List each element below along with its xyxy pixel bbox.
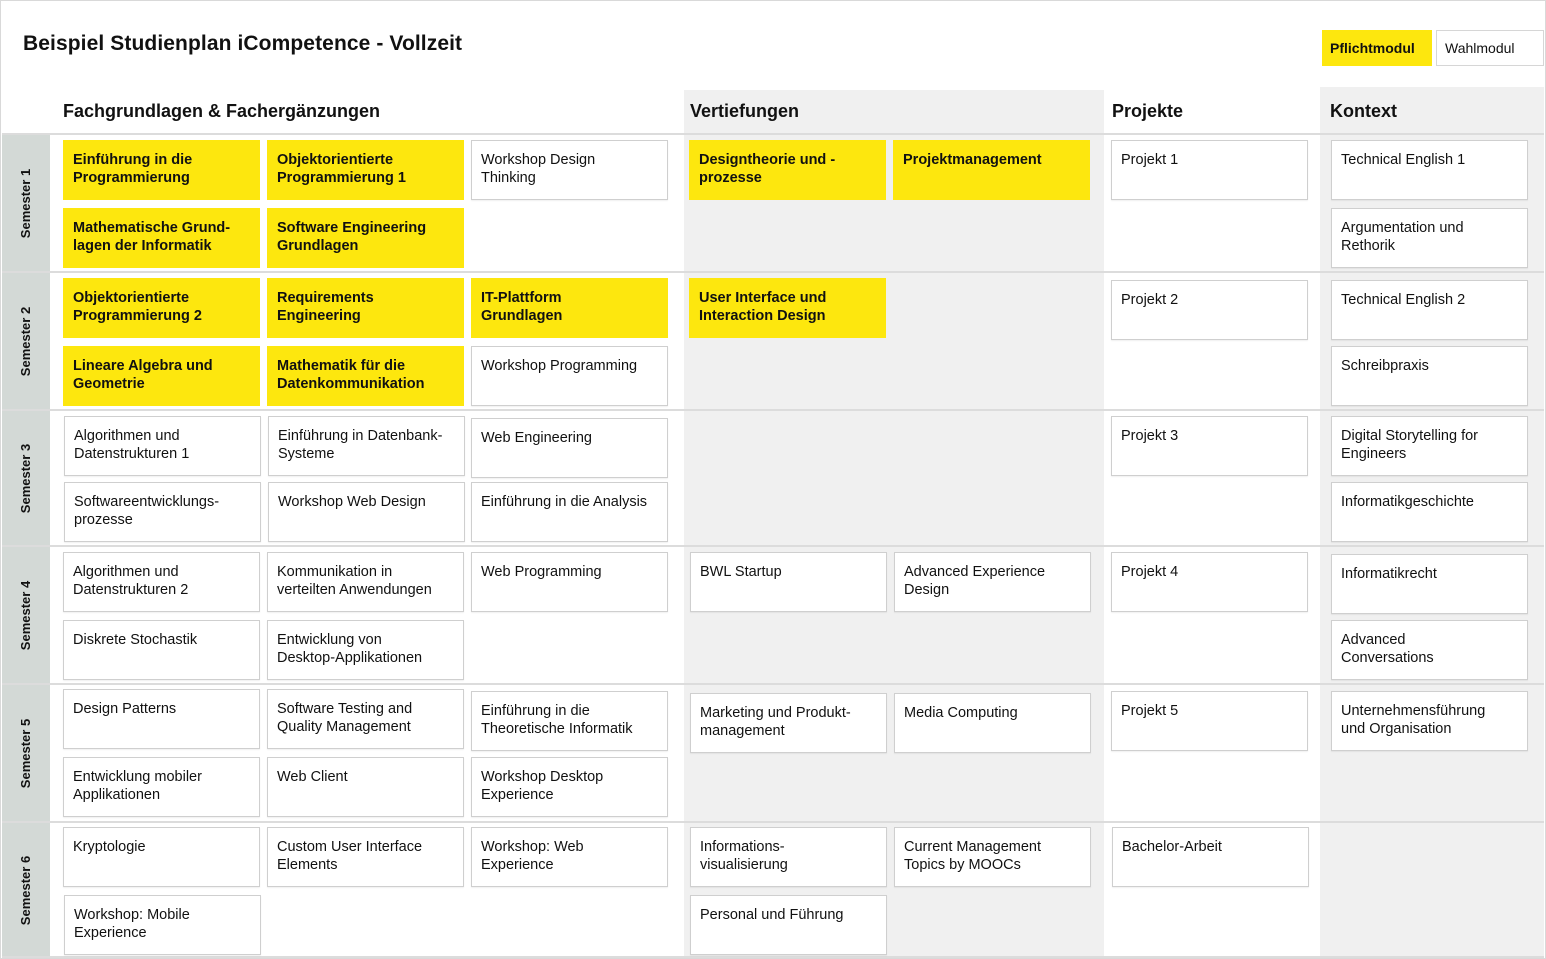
module-card[interactable]: Custom User Interface Elements	[267, 827, 464, 887]
module-card[interactable]: Projekt 4	[1111, 552, 1308, 612]
semester-label-3: Semester 3	[18, 443, 34, 513]
module-card[interactable]: Entwicklung mobiler Applikationen	[63, 757, 260, 817]
semester-label-1: Semester 1	[18, 168, 34, 238]
row-divider	[2, 821, 1544, 823]
module-card[interactable]: Workshop: Mobile Experience	[64, 895, 261, 955]
semester-label-5: Semester 5	[18, 718, 34, 788]
row-divider	[2, 133, 1544, 135]
page-title: Beispiel Studienplan iCompetence - Vollzeit	[23, 32, 463, 55]
module-card[interactable]: Lineare Algebra und Geometrie	[63, 346, 260, 406]
column-header-projekte: Projekte	[1112, 101, 1184, 121]
module-card[interactable]: Workshop Design Thinking	[471, 140, 668, 200]
module-card[interactable]: Schreibpraxis	[1331, 346, 1528, 406]
module-card[interactable]: Web Engineering	[471, 418, 668, 478]
module-card[interactable]: Algorithmen und Datenstrukturen 1	[64, 416, 261, 476]
module-card[interactable]: Informations- visualisierung	[690, 827, 887, 887]
module-card[interactable]: Digital Storytelling for Engineers	[1331, 416, 1528, 476]
column-header-vertiefungen: Vertiefungen	[690, 101, 800, 121]
module-card[interactable]: Advanced Conversations	[1331, 620, 1528, 680]
module-card[interactable]: Mathematik für die Datenkommunikation	[267, 346, 464, 406]
module-card[interactable]: Technical English 2	[1331, 280, 1528, 340]
row-divider	[2, 545, 1544, 547]
module-card[interactable]: Projekt 1	[1111, 140, 1308, 200]
module-card[interactable]: Current Management Topics by MOOCs	[894, 827, 1091, 887]
module-card[interactable]: Workshop Desktop Experience	[471, 757, 668, 817]
semester-label-4: Semester 4	[18, 580, 34, 650]
module-card[interactable]: Workshop Programming	[471, 346, 668, 406]
module-card[interactable]: Objektorientierte Programmierung 1	[267, 140, 464, 200]
module-card[interactable]: Mathematische Grund- lagen der Informatik	[63, 208, 260, 268]
module-card[interactable]: Software Testing and Quality Management	[267, 689, 464, 749]
module-card[interactable]: Design Patterns	[63, 689, 260, 749]
module-card[interactable]: Web Client	[267, 757, 464, 817]
module-card[interactable]: Web Programming	[471, 552, 668, 612]
legend-required: Pflichtmodul	[1322, 30, 1432, 66]
module-card[interactable]: Designtheorie und - prozesse	[689, 140, 886, 200]
module-card[interactable]: Kryptologie	[63, 827, 260, 887]
module-card[interactable]: Entwicklung von Desktop-Applikationen	[267, 620, 464, 680]
module-card[interactable]: Algorithmen und Datenstrukturen 2	[63, 552, 260, 612]
module-card[interactable]: Informatikrecht	[1331, 554, 1528, 614]
module-card[interactable]: Advanced Experience Design	[894, 552, 1091, 612]
row-divider	[2, 409, 1544, 411]
module-card[interactable]: Software Engineering Grundlagen	[267, 208, 464, 268]
module-card[interactable]: Argumentation und Rethorik	[1331, 208, 1528, 268]
column-header-kontext: Kontext	[1330, 101, 1397, 121]
module-card[interactable]: Einführung in die Programmierung	[63, 140, 260, 200]
row-divider	[2, 683, 1544, 685]
module-card[interactable]: User Interface und Interaction Design	[689, 278, 886, 338]
module-card[interactable]: Projekt 2	[1111, 280, 1308, 340]
module-card[interactable]: Einführung in die Analysis	[471, 482, 668, 542]
module-card[interactable]: Bachelor-Arbeit	[1112, 827, 1309, 887]
module-card[interactable]: Informatikgeschichte	[1331, 482, 1528, 542]
column-header-fachgrundlagen: Fachgrundlagen & Fachergänzungen	[63, 101, 381, 121]
module-card[interactable]: Marketing und Produkt- management	[690, 693, 887, 753]
module-card[interactable]: IT-Plattform Grundlagen	[471, 278, 668, 338]
module-card[interactable]: Unternehmensführung und Organisation	[1331, 691, 1528, 751]
module-card[interactable]: Personal und Führung	[690, 895, 887, 955]
module-card[interactable]: Einführung in die Theoretische Informatik	[471, 691, 668, 751]
module-card[interactable]: Projektmanagement	[893, 140, 1090, 200]
semester-label-6: Semester 6	[18, 855, 34, 925]
row-divider	[2, 956, 1544, 958]
module-card[interactable]: BWL Startup	[690, 552, 887, 612]
module-card[interactable]: Media Computing	[894, 693, 1091, 753]
module-card[interactable]: Softwareentwicklungs- prozesse	[64, 482, 261, 542]
module-card[interactable]: Kommunikation in verteilten Anwendungen	[267, 552, 464, 612]
module-card[interactable]: Objektorientierte Programmierung 2	[63, 278, 260, 338]
module-card[interactable]: Projekt 5	[1111, 691, 1308, 751]
row-divider	[2, 271, 1544, 273]
module-card[interactable]: Workshop: Web Experience	[471, 827, 668, 887]
module-card[interactable]: Requirements Engineering	[267, 278, 464, 338]
module-card[interactable]: Einführung in Datenbank- Systeme	[268, 416, 465, 476]
module-card[interactable]: Workshop Web Design	[268, 482, 465, 542]
module-card[interactable]: Projekt 3	[1111, 416, 1308, 476]
module-card[interactable]: Diskrete Stochastik	[63, 620, 260, 680]
semester-label-2: Semester 2	[18, 306, 34, 376]
legend-elective: Wahlmodul	[1436, 30, 1544, 66]
module-card[interactable]: Technical English 1	[1331, 140, 1528, 200]
